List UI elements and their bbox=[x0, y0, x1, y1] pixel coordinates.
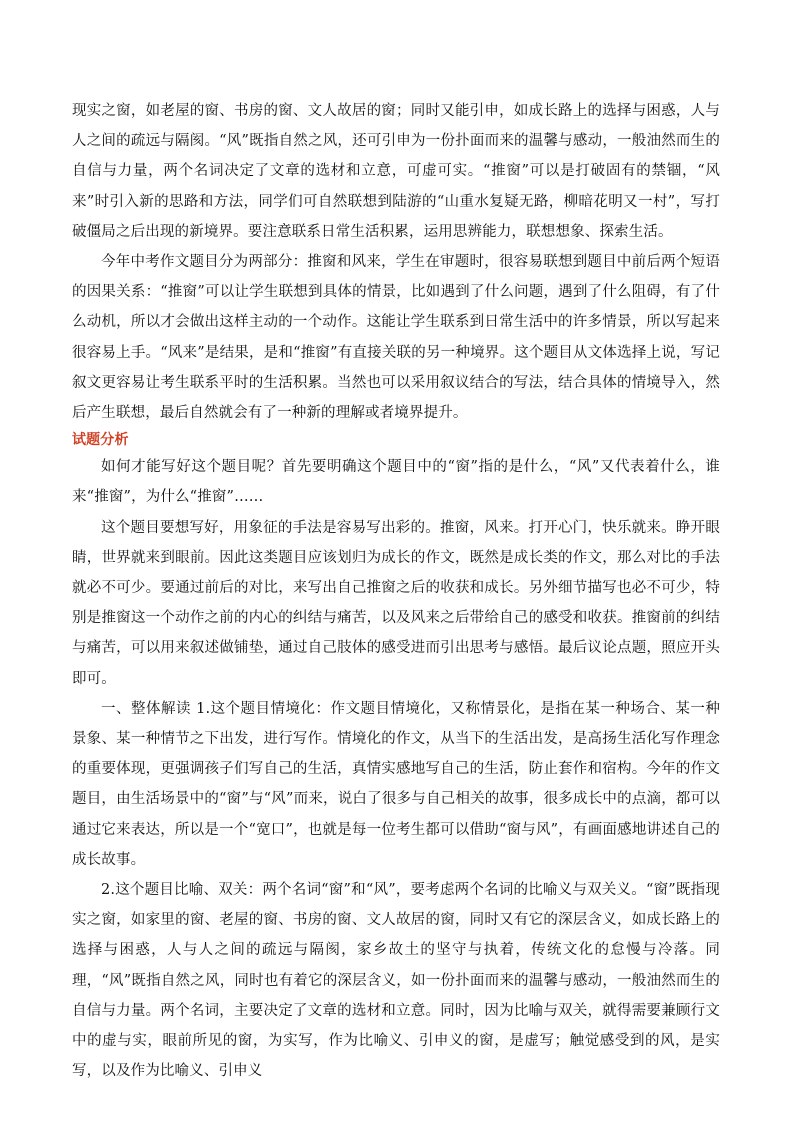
section-heading-question-analysis: 试题分析 bbox=[72, 432, 129, 449]
paragraph-metaphor-pun: 2.这个题目比喻、双关：两个名词“窗”和“风”，要考虑两个名词的比喻义与双关义。“窗”既指现实之窗，如家里的窗、老屋的窗、书房的窗、文人故居的窗，同时又有它的深层含义，如成长路上的选择与困惑，人与人之间的疏远与隔阂，家乡故土的坚守与执着，传统文化的怠慢与冷落。同理，“风”既指自然之风，同时也有着它的深层含义，如一份扑面而来的温馨与感动，一般油然而生的自信与力量。两个名词，主要决定了文章的选材和立意。同时，因为比喻与双关，就得需要兼顾行文中的虚与实，眼前所见的窗，为实写，作为比喻义、引申义的窗，是虚写；触觉感受到的风，是实写，以及作为比喻义、引申义 bbox=[72, 882, 720, 1080]
paragraph-window-wind-meaning: 现实之窗，如老屋的窗、书房的窗、文人故居的窗；同时又能引申，如成长路上的选择与困惑，人与人之间的疏远与隔阂。“风”既指自然之风，还可引申为一份扑面而来的温馨与感动，一般油然而生的自信与力量，两个名词决定了文章的选材和立意，可虚可实。“推窗”可以是打破固有的禁锢，“风来”时引入新的思路和方法，同学们可自然联想到陆游的“山重水复疑无路，柳暗花明又一村”，写打破僵局之后出现的新境界。要注意联系日常生活积累，运用思辨能力，联想想象、探索生活。 bbox=[72, 103, 721, 240]
document-body bbox=[72, 96, 720, 1087]
paragraph-symbolism: 这个题目要想写好，用象征的手法是容易写出彩的。推窗，风来。打开心门，快乐就来。睁开眼睛，世界就来到眼前。因此这类题目应该划归为成长的作文，既然是成长类的作文，那么对比的手法就必不可少。要通过前后的对比，来写出自己推窗之后的收获和成长。另外细节描写也必不可少，特别是推窗这一个动作之前的内心的纠结与痛苦，以及风来之后带给自己的感受和收获。推窗前的纠结与痛苦，可以用来叙述做铺垫，通过自己肢体的感受进而引出思考与感悟。最后议论点题，照应开头即可。 bbox=[72, 519, 720, 687]
paragraph-overall-interpretation: 一、整体解读 1.这个题目情境化：作文题目情境化，又称情景化，是指在某一种场合、某一种景象、某一种情节之下出发，进行写作。情境化的作文，从当下的生活出发，是高扬生活化写作理念的重要体现，更强调孩子们写自己的生活，真情实感地写自己的生活，防止套作和宿构。今年的作文题目，由生活场景中的“窗”与“风”而来，说白了很多与自己相关的故事，很多成长中的点滴，都可以通过它来表达，所以是一个“宽口”，也就是每一位考生都可以借助“窗与风”，有画面感地讲述自己的成长故事。 bbox=[72, 700, 720, 868]
paragraph-exam-topic-analysis: 今年中考作文题目分为两部分：推窗和风来，学生在审题时，很容易联想到题目中前后两个短语的因果关系：“推窗”可以让学生联想到具体的情景，比如遇到了什么问题，遇到了什么阻碍，有了什么动机，所以才会做出这样主动的一个动作。这能让学生联系到日常生活中的许多情景，所以写起来很容易上手。“风来”是结果，是和“推窗”有直接关联的另一种境界。这个题目从文体选择上说，写记叙文更容易让考生联系平时的生活积累。当然也可以采用叙议结合的写法，结合具体的情境导入，然后产生联想，最后自然就会有了一种新的理解或者境界提升。 bbox=[72, 254, 720, 422]
paragraph-how-to-write: 如何才能写好这个题目呢？首先要明确这个题目中的“窗”指的是什么，“风”又代表着什么，谁来“推窗”，为什么“推窗”…… bbox=[72, 459, 720, 506]
